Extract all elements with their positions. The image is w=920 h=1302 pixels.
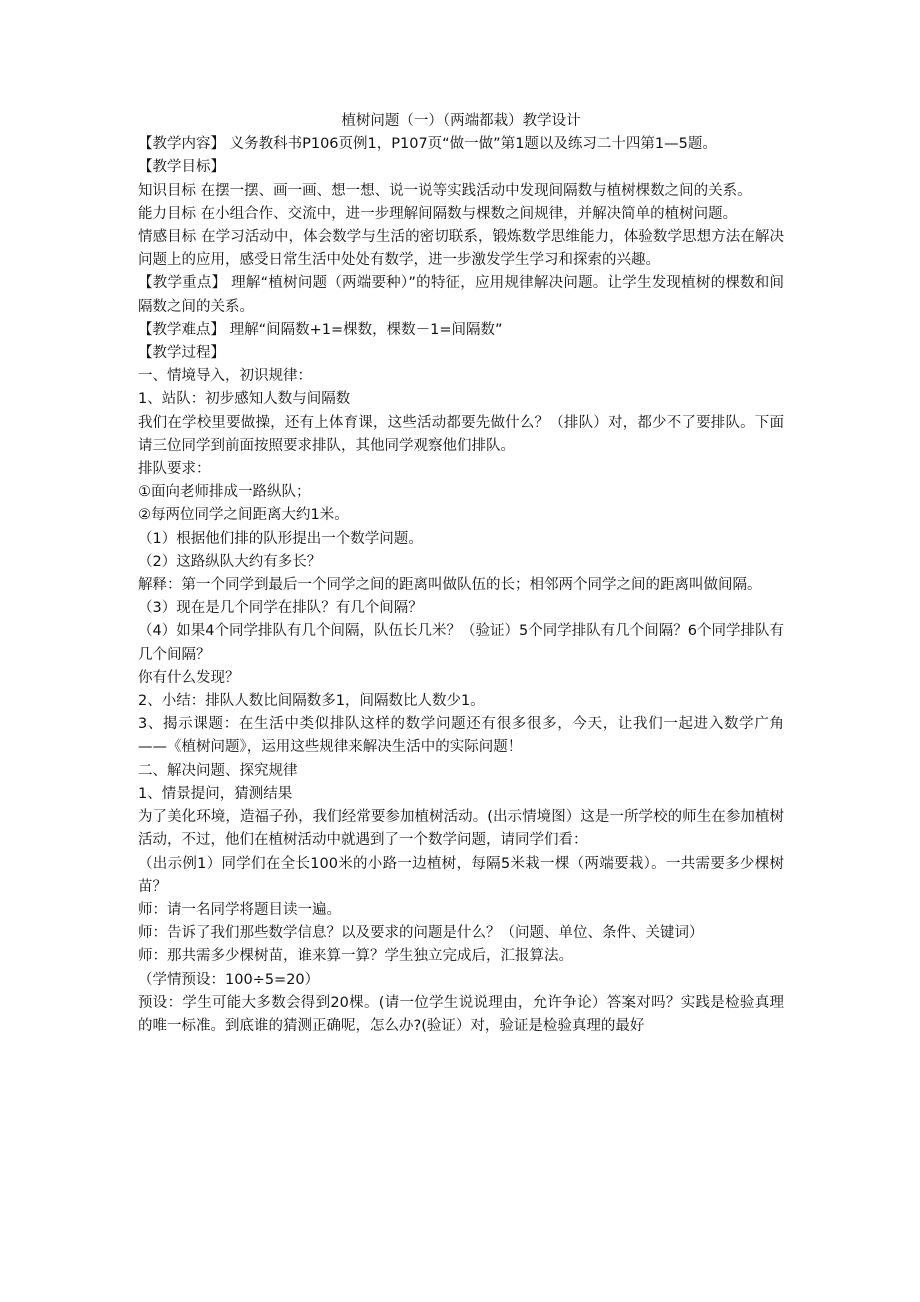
paragraph: 2、小结：排队人数比间隔数多1，间隔数比人数少1。 [138, 693, 485, 710]
paragraph: 【教学目标】 [138, 159, 225, 176]
paragraph: 【教学过程】 [138, 345, 225, 362]
paragraph: 【教学难点】 理解“间隔数+1=棵数，棵数－1=间隔数” [138, 321, 503, 338]
paragraph: （1）根据他们排的队形提出一个数学问题。 [138, 530, 423, 547]
paragraph: 1、情景提问，猜测结果 [138, 785, 293, 802]
paragraph: 解释：第一个同学到最后一个同学之间的距离叫做队伍的长；相邻两个同学之间的距离叫做间隔。 [138, 577, 762, 594]
paragraph: （出示例1）同学们在全长100米的小路一边植树，每隔5米栽一棵（两端要栽）。一共需要多少棵树苗？ [138, 855, 784, 895]
paragraph: （3）现在是几个同学在排队？有几个间隔？ [138, 600, 423, 617]
paragraph: 预设：学生可能大多数会得到20棵。(请一位学生说说理由，允许争论）答案对吗？实践是检验真理的唯一标准。到底谁的猜测正确呢，怎么办?(验证）对，验证是检验真理的最好 [138, 994, 784, 1034]
paragraph: 情感目标 在学习活动中，体会数学与生活的密切联系，锻炼数学思维能力，体验数学思想方法在解决问题上的应用，感受日常生活中处处有数学，进一步激发学生学习和探索的兴趣。 [138, 229, 784, 269]
paragraph: 一、情境导入，初识规律： [138, 368, 312, 385]
paragraph: （2）这路纵队大约有多长？ [138, 553, 322, 570]
paragraph: 师：那共需多少棵树苗，谁来算一算？学生独立完成后，汇报算法。 [138, 948, 573, 965]
paragraph: （4）如果4个同学排队有几个间隔，队伍长几米？（验证）5个同学排队有几个间隔？6个同学排队有几个间隔？ [138, 623, 784, 663]
document-body [138, 110, 784, 1038]
paragraph: 1、站队：初步感知人数与间隔数 [138, 391, 351, 408]
document-title: 植树问题（一）（两端都栽）教学设计 [341, 113, 581, 129]
paragraph: 知识目标 在摆一摆、画一画、想一想、说一说等实践活动中发现间隔数与植树棵数之间的关系。 [138, 182, 752, 199]
paragraph: 【教学重点】 理解“植树问题（两端要种）”的特征，应用规律解决问题。让学生发现植树的棵数和间隔数之间的关系。 [138, 275, 784, 315]
paragraph: 我们在学校里要做操，还有上体育课，这些活动都要先做什么？（排队）对，都少不了要排队。下面请三位同学到前面按照要求排队，其他同学观察他们排队。 [138, 414, 784, 454]
paragraph: 能力目标 在小组合作、交流中，进一步理解间隔数与棵数之间规律，并解决简单的植树问题。 [138, 205, 738, 222]
paragraph: 【教学内容】 义务教科书P106页例1，P107页“做一做”第1题以及练习二十四第1—5题。 [138, 136, 717, 153]
paragraph: （学情预设：100÷5=20） [138, 971, 320, 988]
paragraph: 为了美化环境，造福子孙，我们经常要参加植树活动。(出示情境图）这是一所学校的师生在参加植树活动，不过，他们在植树活动中就遇到了一个数学问题，请同学们看： [138, 809, 784, 849]
paragraph: 3、揭示课题：在生活中类似排队这样的数学问题还有很多很多，今天，让我们一起进入数学广角——《植树问题》，运用这些规律来解决生活中的实际问题！ [138, 716, 784, 756]
paragraph: 师：告诉了我们那些数学信息？以及要求的问题是什么？（问题、单位、条件、关键词） [138, 925, 704, 942]
paragraph: ①面向老师排成一路纵队； [138, 484, 311, 501]
paragraph: 排队要求： [138, 461, 211, 478]
paragraph: 二、解决问题、探究规律 [138, 762, 298, 779]
paragraph: 你有什么发现？ [138, 669, 240, 686]
paragraph-list [138, 133, 784, 1038]
paragraph: 师：请一名同学将题目读一遍。 [138, 901, 341, 918]
paragraph: ②每两位同学之间距离大约1米。 [138, 507, 349, 524]
